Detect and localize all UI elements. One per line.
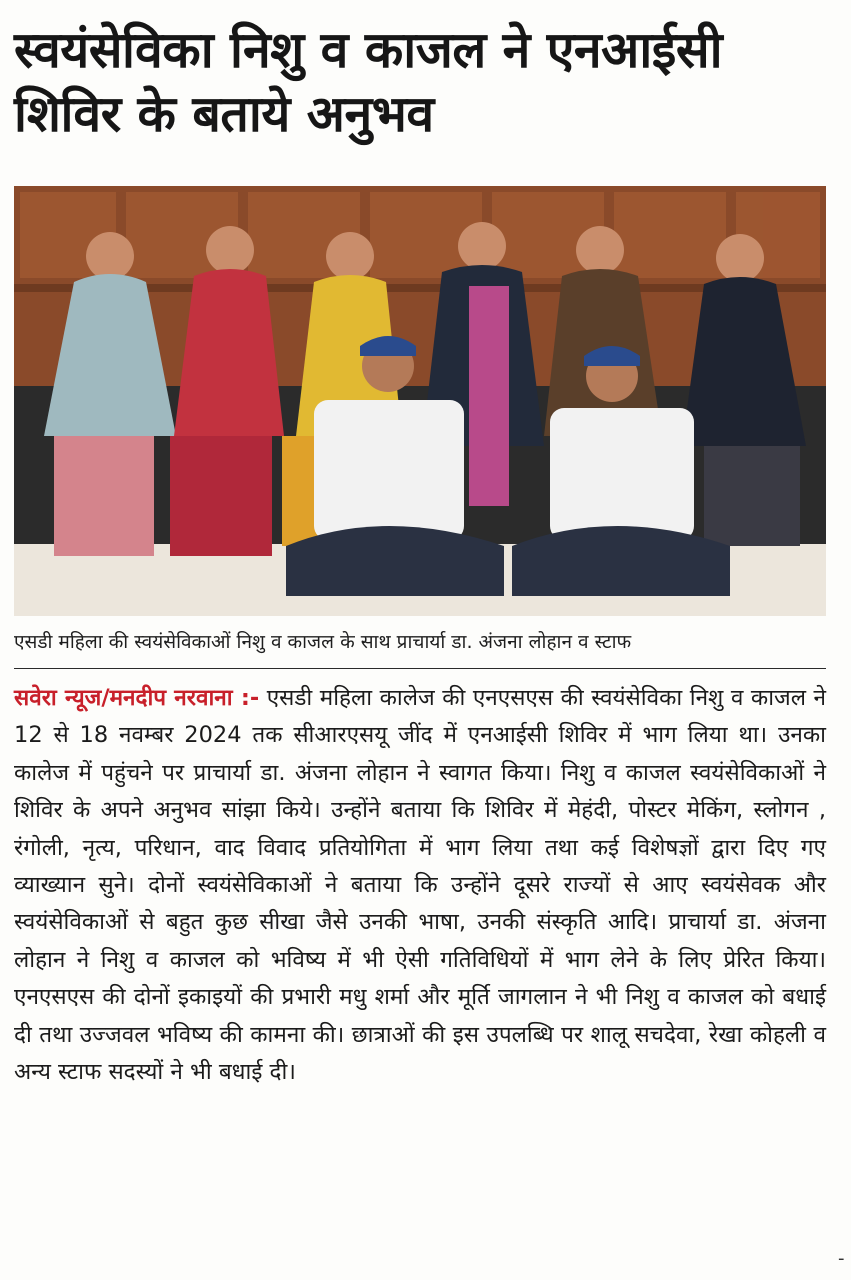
headline: स्वयंसेविका निशु व काजल ने एनआईसी शिविर के बताये अनुभव bbox=[14, 21, 723, 143]
edge-mark: - bbox=[838, 1248, 845, 1269]
byline: सवेरा न्यूज/मनदीप नरवाना :- bbox=[14, 685, 260, 711]
news-photo bbox=[14, 186, 826, 616]
article-text: एसडी महिला कालेज की एनएसएस की स्वयंसेविका निशु व काजल ने 12 से 18 नवम्बर 2024 तक सीआरएसयू जींद में एनआईसी शिविर में भाग लिया था। उनका कालेज में पहुंचने पर प्राचार्या डा. अंजना लोहान ने स्वागत किया। निशु व काजल स्वयंसेविकाओं ने शिविर के अपने अनुभव सांझा किये। उन्होंने बताया कि शिविर में मेहंदी, पोस्टर मेकिंग, स्लोगन , रंगोली, नृत्य, परिधान, वाद विवाद प्रतियोगिता में भाग लिया तथा कई विशेषज्ञों द्वारा दिए गए व्याख्यान सुने। दोनों स्वयंसेविकाओं ने बताया कि उन्होंने दूसरे राज्यों से आए स्वयंसेवक और स्वयंसेविकाओं से बहुत कुछ सीखा जैसे उनकी भाषा, उनकी संस्कृति आदि। प्राचार्या डा. अंजना लोहान ने निशु व काजल को भविष्य में भी ऐसी गतिविधियों में भाग लेने के लिए प्रेरित किया। एनएसएस की दोनों इकाइयों की प्रभारी मधु शर्मा और मूर्ति जागलान ने भी निशु व काजल को बधाई दी तथा उज्जवल भविष्य की कामना की। छात्राओं की इस उपलब्धि पर शालू सचदेवा, रेखा कोहली व अन्य स्टाफ सदस्यों ने भी बधाई दी। bbox=[14, 685, 827, 1086]
photo-caption: एसडी महिला की स्वयंसेविकाओं निशु व काजल के साथ प्राचार्या डा. अंजना लोहान व स्टाफ bbox=[14, 631, 632, 653]
article-body bbox=[14, 680, 826, 1091]
divider bbox=[14, 668, 826, 669]
